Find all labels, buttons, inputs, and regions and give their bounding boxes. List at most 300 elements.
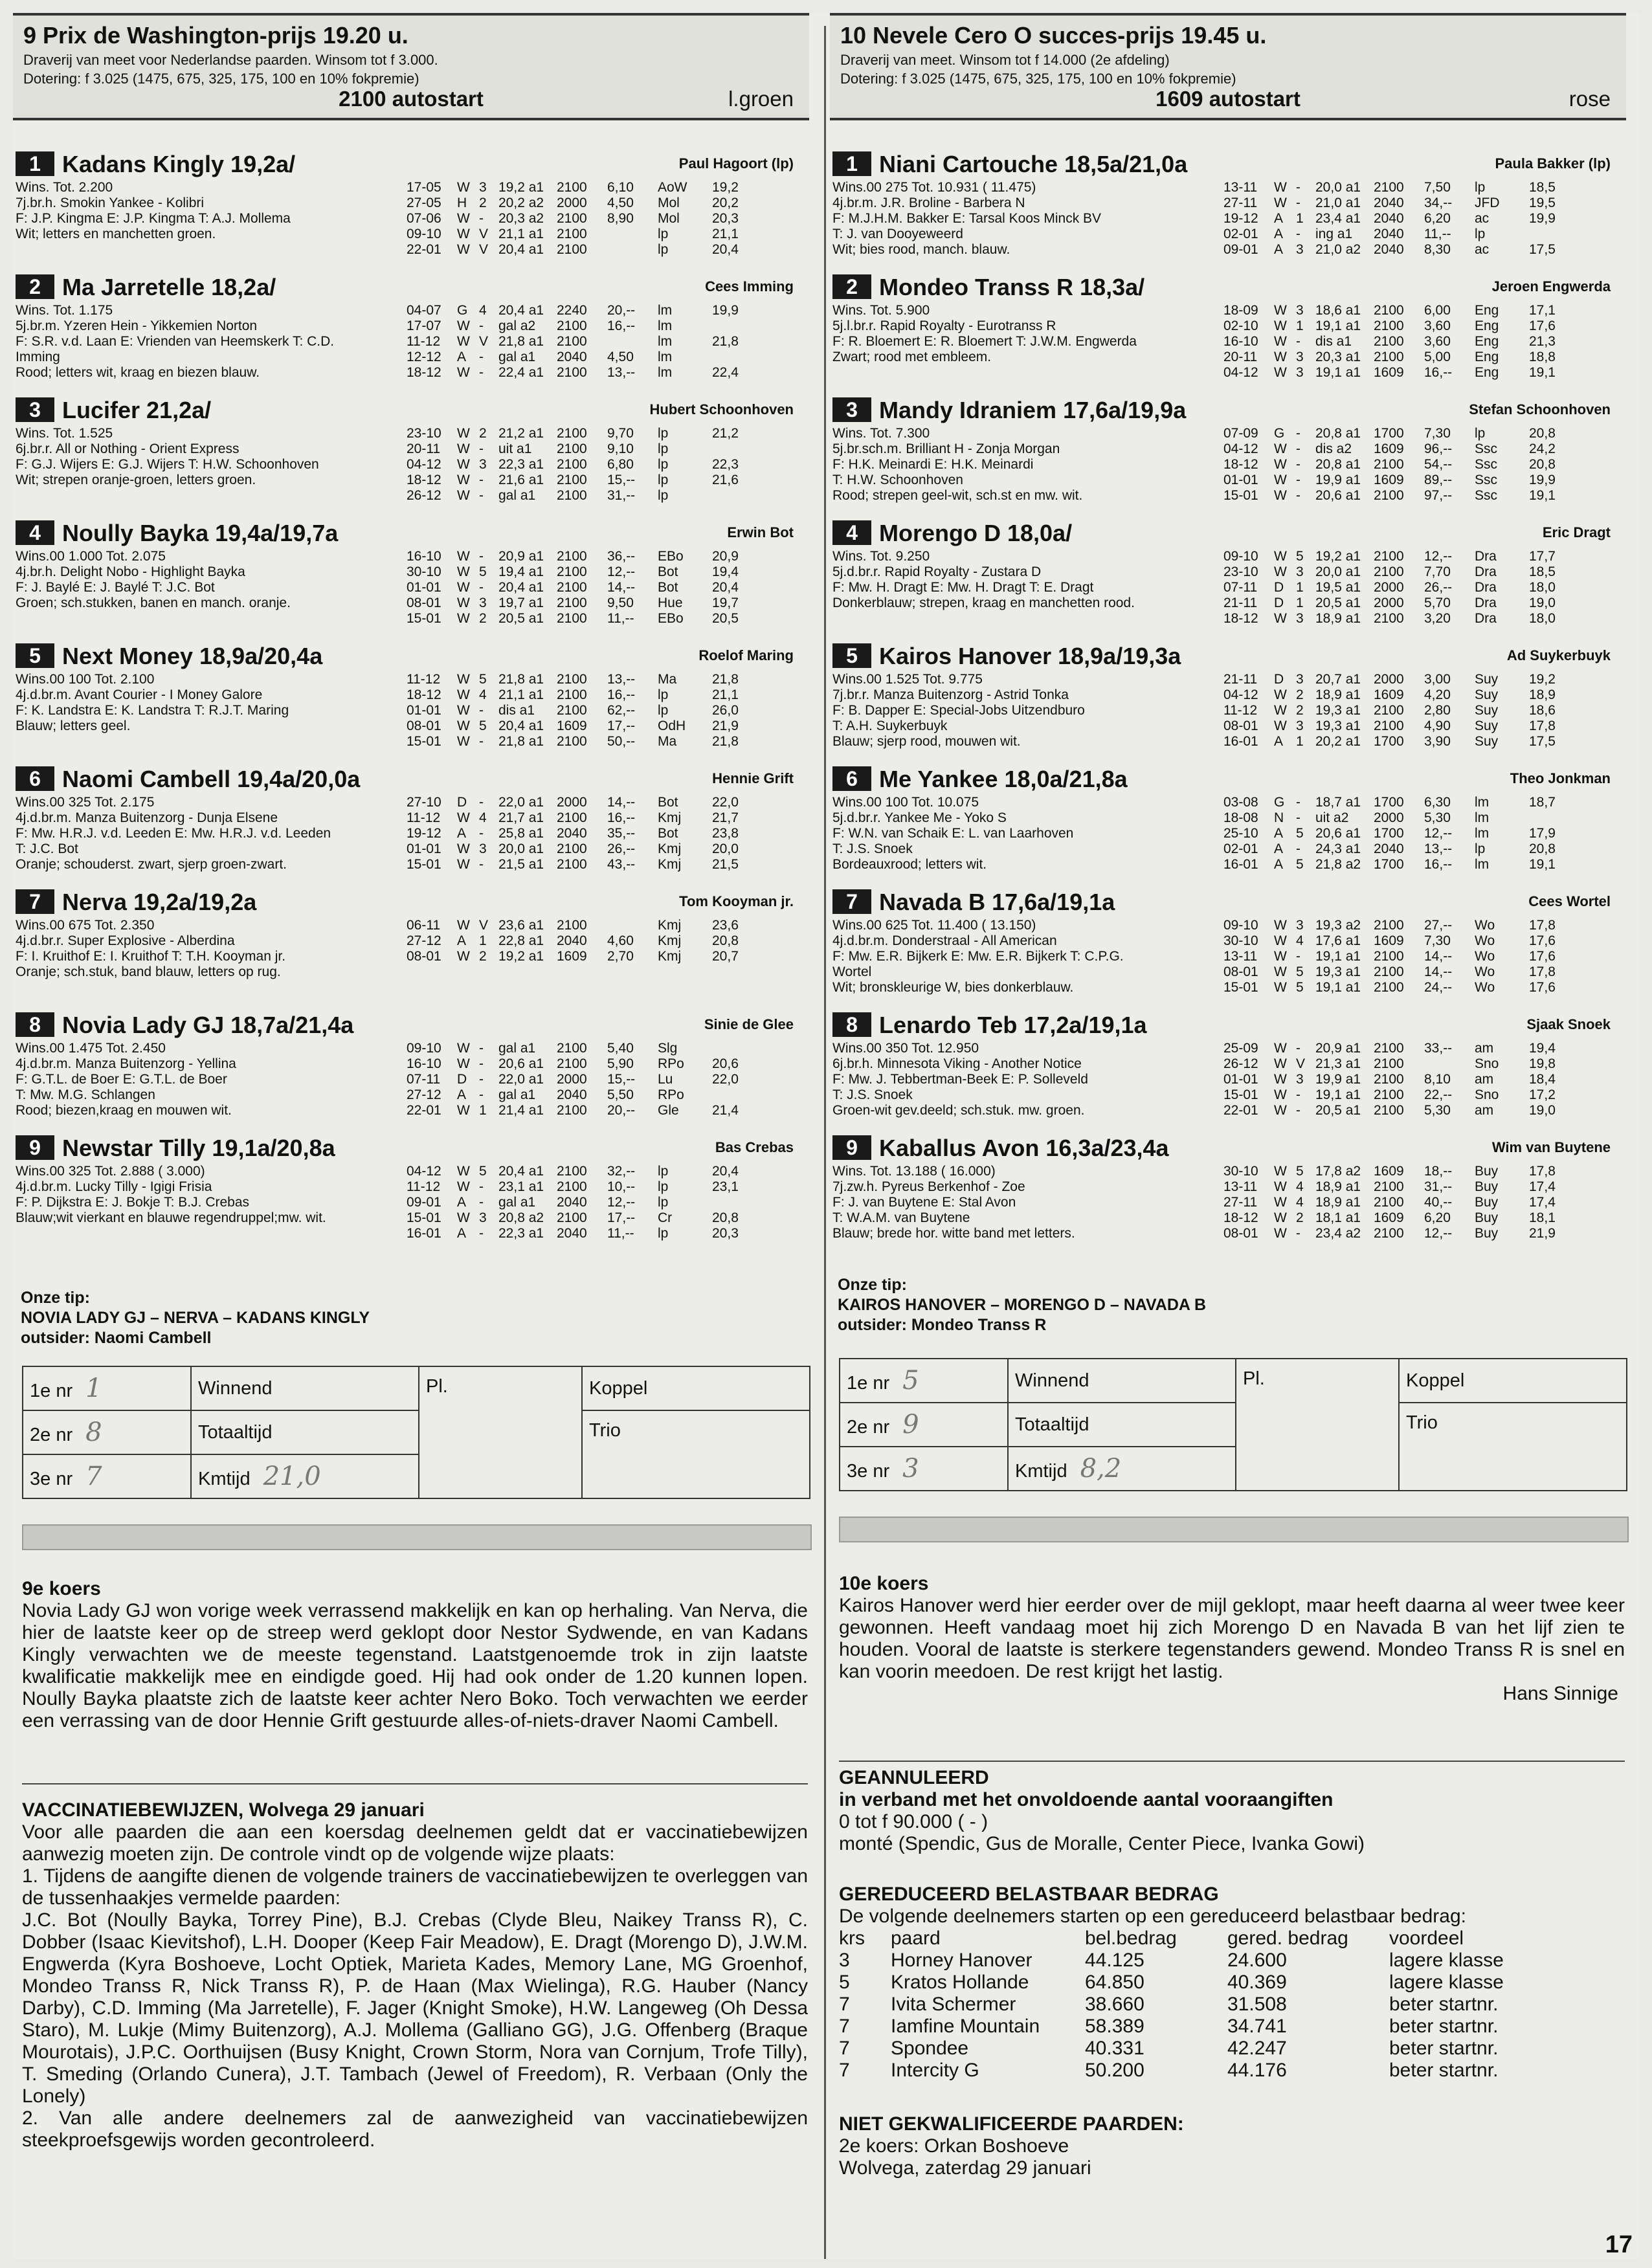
- form-cell: 27-10: [407, 795, 441, 810]
- form-cell: G: [457, 303, 468, 318]
- form-cell: 1609: [1374, 472, 1404, 487]
- horse-name: Lucifer 21,2a/: [62, 397, 212, 423]
- form-cell: V: [479, 334, 489, 349]
- horse-entry: [13, 518, 809, 641]
- form-cell: 1700: [1374, 826, 1404, 841]
- form-cell: 2100: [1374, 703, 1404, 718]
- form-cell: 5,40: [607, 1041, 634, 1056]
- form-cell: 26,--: [607, 841, 636, 856]
- form-cell: 20,0 a1: [498, 841, 544, 856]
- form-cell: 19,1 a1: [1315, 949, 1361, 964]
- form-cell: 22,3: [712, 457, 739, 472]
- form-cell: 2100: [1374, 180, 1404, 195]
- form-row: [407, 795, 801, 810]
- form-cell: 2100: [557, 1210, 587, 1225]
- form-cell: 6,80: [607, 457, 634, 472]
- horse-info-line: 6j.br.r. All or Nothing - Orient Express: [16, 441, 240, 456]
- form-cell: 32,--: [607, 1164, 636, 1179]
- table-cell: 7: [839, 2060, 850, 2081]
- form-cell: W: [457, 734, 470, 749]
- handwritten-number[interactable]: 7: [85, 1462, 102, 1491]
- horse-info-line: Wins. Tot. 7.300: [832, 426, 930, 441]
- form-cell: 3: [1296, 365, 1304, 380]
- form-cell: 2100: [1374, 1226, 1404, 1241]
- form-cell: -: [479, 441, 484, 456]
- bet-trio: Trio: [1399, 1403, 1627, 1491]
- form-cell: W: [1274, 1041, 1287, 1056]
- form-cell: 09-10: [1223, 549, 1258, 564]
- form-cell: W: [457, 611, 470, 626]
- form-cell: W: [457, 1041, 470, 1056]
- form-cell: 09-01: [407, 1195, 441, 1210]
- horse-number: 8: [16, 1012, 54, 1037]
- form-cell: 18,--: [1424, 1164, 1453, 1179]
- handwritten-number[interactable]: 9: [902, 1410, 919, 1440]
- form-cell: 2240: [557, 303, 587, 318]
- form-cell: 17,6: [1529, 318, 1556, 333]
- table-cell: 42.247: [1227, 2038, 1287, 2059]
- form-row: [407, 687, 801, 703]
- form-cell: 27-11: [1223, 1195, 1258, 1210]
- horse-info-line: Wit; letters en manchetten groen.: [16, 227, 216, 241]
- form-cell: 2100: [1374, 949, 1404, 964]
- form-cell: 16-10: [407, 549, 441, 564]
- form-cell: 1609: [557, 718, 587, 733]
- form-cell: 17,5: [1529, 734, 1556, 749]
- form-cell: 18,4: [1529, 1072, 1556, 1087]
- horse-info-line: Wins.00 1.000 Tot. 2.075: [16, 549, 166, 564]
- form-cell: Dra: [1475, 549, 1497, 564]
- form-cell: 3: [479, 841, 487, 856]
- form-cell: 20,9: [712, 549, 739, 564]
- form-cell: 22,8 a1: [498, 933, 544, 948]
- bet-winnend: Winnend: [191, 1366, 419, 1410]
- form-cell: 5,00: [1424, 350, 1451, 364]
- form-cell: Kmj: [658, 857, 682, 872]
- handwritten-number[interactable]: 5: [902, 1366, 919, 1395]
- form-cell: 5: [479, 718, 487, 733]
- form-cell: W: [457, 365, 470, 380]
- bet-row-label: 2e nr: [847, 1417, 890, 1438]
- form-cell: Bot: [658, 564, 678, 579]
- form-cell: 23,1: [712, 1179, 739, 1194]
- driver-name: Paul Hagoort (lp): [678, 155, 794, 172]
- horse-info-line: Wins.00 350 Tot. 12.950: [832, 1041, 979, 1056]
- handwritten-kmtijd[interactable]: 8,2: [1080, 1454, 1122, 1484]
- table-cell: 7: [839, 2016, 850, 2037]
- horse-entry: [13, 1133, 809, 1256]
- form-cell: W: [1274, 1087, 1287, 1102]
- form-cell: 20,4 a1: [498, 718, 544, 733]
- form-cell: 22,4: [712, 365, 739, 380]
- race-color: l.groen: [728, 87, 794, 111]
- form-row: [407, 365, 801, 381]
- driver-name: Eric Dragt: [1542, 524, 1611, 540]
- form-cell: 03-08: [1223, 795, 1258, 810]
- form-cell: 21,8: [712, 734, 739, 749]
- form-cell: 19,2 a1: [498, 949, 544, 964]
- horse-info-line: Blauw; brede hor. witte band met letters.: [832, 1226, 1075, 1241]
- form-cell: -: [1296, 334, 1300, 349]
- race-title: 10 Nevele Cero O succes-prijs 19.45 u.: [840, 22, 1267, 49]
- form-cell: lp: [658, 227, 669, 241]
- form-cell: W: [457, 180, 470, 195]
- handwritten-number[interactable]: 3: [902, 1454, 919, 1484]
- form-cell: 19,3 a1: [1315, 703, 1361, 718]
- form-cell: 16,--: [607, 318, 636, 333]
- horse-info-line: F: Mw. E.R. Bijkerk E: Mw. E.R. Bijkerk T: C.P.G.: [832, 949, 1124, 964]
- form-cell: 16,--: [1424, 365, 1453, 380]
- form-cell: 23-10: [407, 426, 441, 441]
- form-cell: 19,8: [1529, 1056, 1556, 1071]
- form-cell: 20,--: [607, 1103, 636, 1118]
- form-cell: G: [1274, 795, 1285, 810]
- form-cell: 5: [1296, 964, 1304, 979]
- horse-info-line: 5j.d.br.r. Rapid Royalty - Zustara D: [832, 564, 1042, 579]
- form-cell: 08-01: [407, 595, 441, 610]
- form-cell: Buy: [1475, 1195, 1499, 1210]
- form-cell: Wo: [1475, 980, 1495, 995]
- form-cell: 2040: [1374, 227, 1404, 241]
- form-cell: -: [479, 795, 484, 810]
- form-cell: lp: [1475, 180, 1486, 195]
- form-cell: -: [1296, 441, 1300, 456]
- form-cell: 11-12: [407, 334, 441, 349]
- form-row: [1223, 1226, 1618, 1241]
- horse-info-line: F: Mw. J. Tebbertman-Beek E: P. Solleveld: [832, 1072, 1088, 1087]
- tip-label: Onze tip:: [838, 1276, 907, 1294]
- form-cell: 1700: [1374, 795, 1404, 810]
- form-cell: V: [479, 242, 489, 257]
- form-row: [407, 549, 801, 564]
- driver-name: Roelof Maring: [698, 647, 794, 663]
- form-row: [1223, 472, 1618, 488]
- form-cell: 20,4: [712, 242, 739, 257]
- form-cell: N: [1274, 810, 1284, 825]
- form-cell: 20,8: [1529, 426, 1556, 441]
- form-cell: -: [1296, 1103, 1300, 1118]
- form-cell: 2000: [557, 795, 587, 810]
- horse-entry: [830, 764, 1626, 887]
- form-cell: [712, 1041, 757, 1056]
- form-table: [1223, 918, 1618, 995]
- table-row: [839, 1950, 1510, 1972]
- form-cell: 25-09: [1223, 1041, 1258, 1056]
- not-qualified-section: [839, 2113, 1625, 2179]
- form-cell: 27-11: [1223, 195, 1258, 210]
- form-cell: 3: [1296, 303, 1304, 318]
- form-row: [407, 810, 801, 826]
- reduced-amount-table: [839, 1928, 1510, 2082]
- form-cell: 20,8: [1529, 841, 1556, 856]
- form-cell: [712, 488, 757, 504]
- form-cell: 9,10: [607, 441, 634, 456]
- form-row: [407, 826, 801, 841]
- form-cell: 07-06: [407, 211, 441, 226]
- form-cell: 2040: [1374, 211, 1404, 226]
- form-cell: 19,0: [1529, 595, 1556, 610]
- form-cell: 13-11: [1223, 949, 1258, 964]
- form-row: [1223, 318, 1618, 334]
- horse-entry: [830, 1133, 1626, 1256]
- form-cell: A: [457, 1195, 467, 1210]
- form-row: [407, 1210, 801, 1226]
- form-cell: -: [1296, 795, 1300, 810]
- table-cell: 3: [839, 1950, 850, 1971]
- form-cell: Wo: [1475, 949, 1495, 964]
- form-cell: 19,1 a1: [1315, 1087, 1361, 1102]
- form-cell: 09-10: [407, 1041, 441, 1056]
- column-header: bel.bedrag: [1085, 1928, 1177, 1949]
- form-cell: 20,8: [712, 1210, 739, 1225]
- form-cell: 11-12: [407, 810, 441, 825]
- form-cell: Suy: [1475, 734, 1499, 749]
- form-cell: 18-12: [1223, 1210, 1258, 1225]
- form-cell: [607, 242, 658, 258]
- form-cell: 2000: [1374, 595, 1404, 610]
- form-cell: 3: [479, 457, 487, 472]
- form-cell: ac: [1475, 242, 1490, 257]
- form-cell: 2040: [557, 1087, 587, 1102]
- form-cell: 5,30: [1424, 1103, 1451, 1118]
- form-cell: 20,8 a1: [1315, 426, 1361, 441]
- form-cell: 19,3 a1: [1315, 718, 1361, 733]
- table-cell: beter startnr.: [1389, 2060, 1499, 2081]
- form-cell: -: [479, 1041, 484, 1056]
- form-cell: 1609: [1374, 687, 1404, 702]
- form-cell: -: [1296, 1041, 1300, 1056]
- form-cell: D: [1274, 595, 1284, 610]
- form-row: [1223, 1041, 1618, 1056]
- horse-number: 3: [16, 397, 54, 422]
- form-cell: 19,4 a1: [498, 564, 544, 579]
- form-cell: lm: [1475, 810, 1490, 825]
- form-cell: 22,--: [1424, 1087, 1453, 1102]
- driver-name: Ad Suykerbuyk: [1506, 647, 1611, 663]
- form-cell: 23,4 a1: [1315, 211, 1361, 226]
- form-cell: 22,0 a1: [498, 795, 544, 810]
- form-cell: -: [479, 1087, 484, 1102]
- form-cell: 2040: [557, 933, 587, 948]
- form-row: [407, 918, 801, 933]
- form-cell: 2040: [557, 1195, 587, 1210]
- form-cell: 3,20: [1424, 611, 1451, 626]
- form-cell: 20,8: [712, 933, 739, 948]
- bet-form: [839, 1358, 1627, 1491]
- form-cell: 3: [1296, 672, 1304, 687]
- horse-name: Ma Jarretelle 18,2a/: [62, 274, 276, 300]
- handwritten-number[interactable]: 8: [85, 1418, 102, 1447]
- form-cell: Bot: [658, 580, 678, 595]
- driver-name: Hubert Schoonhoven: [649, 401, 794, 417]
- form-row: [1223, 365, 1618, 381]
- form-cell: 5: [1296, 980, 1304, 995]
- horse-number: 9: [832, 1135, 871, 1160]
- form-cell: 07-09: [1223, 426, 1258, 441]
- form-cell: Dra: [1475, 595, 1497, 610]
- form-cell: lp: [658, 687, 669, 702]
- form-cell: W: [1274, 980, 1287, 995]
- form-cell: 17,7: [1529, 549, 1556, 564]
- form-row: [407, 1226, 801, 1241]
- form-cell: -: [479, 318, 484, 333]
- form-cell: W: [457, 1103, 470, 1118]
- form-cell: W: [457, 687, 470, 702]
- handwritten-number[interactable]: 1: [85, 1373, 102, 1403]
- table-row: [839, 1994, 1510, 2016]
- horse-info-line: F: M.J.H.M. Bakker E: Tarsal Koos Minck BV: [832, 211, 1102, 226]
- form-cell: 17,6: [1529, 980, 1556, 995]
- table-row: [839, 2016, 1510, 2038]
- driver-name: Bas Crebas: [715, 1139, 794, 1155]
- form-cell: 1609: [1374, 365, 1404, 380]
- horse-entry: [830, 887, 1626, 1010]
- form-cell: 2100: [557, 672, 587, 687]
- table-cell: Spondee: [891, 2038, 969, 2059]
- horse-info-line: T: J. van Dooyeweerd: [832, 227, 963, 241]
- form-cell: 16,--: [607, 810, 636, 825]
- form-cell: 35,--: [607, 826, 636, 841]
- vaccination-point-1: 1. Tijdens de aangifte dienen de volgende trainers de vaccinatiebewijzen te overleggen van de tussenhaakjes vermelde paarden:: [22, 1865, 808, 1909]
- form-row: [1223, 980, 1618, 995]
- form-cell: A: [1274, 211, 1284, 226]
- form-cell: 17,6: [1529, 949, 1556, 964]
- form-cell: 04-07: [407, 303, 441, 318]
- form-cell: 2100: [1374, 1041, 1404, 1056]
- horse-number: 6: [16, 766, 54, 791]
- form-cell: 21,3: [1529, 334, 1556, 349]
- form-cell: [607, 227, 658, 242]
- race-header: [830, 13, 1626, 120]
- form-cell: 2100: [1374, 980, 1404, 995]
- form-cell: 11,--: [607, 611, 634, 626]
- horse-number: 3: [832, 397, 871, 422]
- horse-info-line: Rood; biezen,kraag en mouwen wit.: [16, 1103, 232, 1118]
- form-cell: 20,4: [712, 1164, 739, 1179]
- form-cell: 21,5: [712, 857, 739, 872]
- form-cell: 17,--: [607, 1210, 636, 1225]
- form-cell: 6,10: [607, 180, 634, 195]
- form-cell: A: [1274, 841, 1284, 856]
- form-cell: 24,--: [1424, 980, 1453, 995]
- horse-info-line: Blauw;wit vierkant en blauwe regendruppel;mw. wit.: [16, 1210, 326, 1225]
- form-cell: 11,--: [1424, 227, 1451, 241]
- race-header: [13, 13, 809, 120]
- form-cell: 13,--: [607, 672, 636, 687]
- form-row: [1223, 703, 1618, 718]
- form-row: [407, 180, 801, 195]
- form-cell: 15,--: [607, 472, 636, 487]
- bet-kmtijd: Kmtijd: [1015, 1461, 1067, 1482]
- bet-pl: Pl.: [419, 1366, 582, 1498]
- tip-outsider: outsider: Mondeo Transs R: [838, 1316, 1047, 1334]
- form-cell: W: [1274, 687, 1287, 702]
- form-cell: 26-12: [407, 488, 441, 503]
- handwritten-kmtijd[interactable]: 21,0: [263, 1462, 321, 1491]
- form-cell: 2040: [1374, 242, 1404, 257]
- form-cell: W: [1274, 441, 1287, 456]
- form-row: [1223, 580, 1618, 595]
- form-cell: 15-01: [407, 734, 441, 749]
- form-row: [1223, 303, 1618, 318]
- horse-name: Kairos Hanover 18,9a/19,3a: [879, 643, 1181, 669]
- race-description: Draverij van meet voor Nederlandse paarden. Winsom tot f 3.000.: [23, 52, 438, 68]
- form-cell: 20,9 a1: [498, 549, 544, 564]
- form-cell: 9,70: [607, 426, 634, 441]
- form-cell: 14,--: [1424, 964, 1453, 979]
- form-cell: 1700: [1374, 734, 1404, 749]
- form-cell: 17,8: [1529, 918, 1556, 933]
- form-cell: 15-01: [1223, 488, 1258, 503]
- horse-info-line: F: W.N. van Schaik E: L. van Laarhoven: [832, 826, 1074, 841]
- form-cell: 21,0 a2: [1315, 242, 1361, 257]
- form-cell: 19,4: [1529, 1041, 1556, 1056]
- horse-entry: [830, 149, 1626, 272]
- form-cell: 17,8: [1529, 964, 1556, 979]
- table-cell: 64.850: [1085, 1972, 1144, 1993]
- form-cell: Sno: [1475, 1056, 1499, 1071]
- form-cell: Kmj: [658, 933, 682, 948]
- horse-entry: [13, 272, 809, 395]
- horse-info-line: Wins.00 100 Tot. 2.100: [16, 672, 155, 687]
- form-cell: 1609: [1374, 1210, 1404, 1225]
- horse-number: 2: [832, 274, 871, 299]
- form-cell: -: [1296, 426, 1300, 441]
- form-cell: 13,--: [607, 365, 636, 380]
- form-cell: 19,2: [712, 180, 739, 195]
- form-cell: 02-01: [1223, 227, 1258, 241]
- form-row: [407, 933, 801, 949]
- form-cell: 2100: [1374, 1072, 1404, 1087]
- form-table: [1223, 1041, 1618, 1118]
- form-cell: Lu: [658, 1072, 673, 1087]
- form-cell: 20,6: [712, 1056, 739, 1071]
- form-cell: lp: [658, 1226, 669, 1241]
- bet-row-label: 1e nr: [847, 1373, 890, 1394]
- race-prize: Dotering: f 3.025 (1475, 675, 325, 175, 100 en 10% fokpremie): [23, 71, 419, 87]
- form-cell: W: [457, 580, 470, 595]
- form-cell: 2100: [557, 457, 587, 472]
- form-cell: 08-01: [1223, 964, 1258, 979]
- form-cell: 19,9 a1: [1315, 472, 1361, 487]
- form-cell: 18,6: [1529, 703, 1556, 718]
- horse-info-line: T: H.W. Schoonhoven: [832, 472, 963, 487]
- form-cell: 31,--: [1424, 1179, 1453, 1194]
- race-description: Draverij van meet. Winsom tot f 14.000 (2e afdeling): [840, 52, 1170, 68]
- horse-info-line: Wins. Tot. 1.525: [16, 426, 113, 441]
- form-cell: Eng: [1475, 350, 1499, 364]
- vaccination-trainers: J.C. Bot (Noully Bayka, Torrey Pine), B.J. Crebas (Clyde Bleu, Naikey Transs R), C. Dobber (Isaac Kievitshof), L.H. Dooper (Keep Fair Meadow), E. Dragt (Morengo D), J.W.M. Engwerda (Kyra Boshoeve, Locht Optiek, Marieta Kades, Memory Lane, MG Groenhof, Mondeo Transs R, Nick Transs R), P. de Haan (Max Wielinga), R.G. Hauber (Nancy Darby), C.D. Imming (Ma Jarretelle), F. Jager (Knight Smoke), H.W. Langeweg (Oh Dessa Staro), M. Lukje (Mimy Buitenzorg), A.J. Mollema (Galliano GG), J.G. Offenberg (Braque Mourotais), J.P.C. Oorthuijsen (Busy Knight, Crown Storm, Nora van Cornjum, Trofe Tilly), T. Smeding (Orlando Cunera), J.T. Tambach (Jewel of Freedom), R. Verbaan (Only the Lonely): [22, 1909, 808, 2107]
- horse-info: [16, 918, 417, 980]
- horse-number: 4: [832, 520, 871, 545]
- form-cell: 24,2: [1529, 441, 1556, 456]
- form-cell: W: [457, 672, 470, 687]
- column-header: gered. bedrag: [1227, 1928, 1348, 1949]
- form-cell: 20,5 a1: [1315, 1103, 1361, 1118]
- form-cell: W: [1274, 918, 1287, 933]
- form-cell: Bot: [658, 826, 678, 841]
- form-cell: 20,0 a1: [1315, 180, 1361, 195]
- form-cell: 21,9: [1529, 1226, 1556, 1241]
- horse-info-line: F: P. Dijkstra E: J. Bokje T: B.J. Crebas: [16, 1195, 250, 1210]
- form-cell: 21,1 a1: [498, 687, 544, 702]
- form-cell: Ssc: [1475, 457, 1498, 472]
- form-cell: 22,3 a1: [498, 1226, 544, 1241]
- horse-info-line: Wins. Tot. 1.175: [16, 303, 113, 318]
- form-cell: -: [479, 1226, 484, 1241]
- form-cell: 31,--: [607, 488, 636, 503]
- form-cell: 18,1 a1: [1315, 1210, 1361, 1225]
